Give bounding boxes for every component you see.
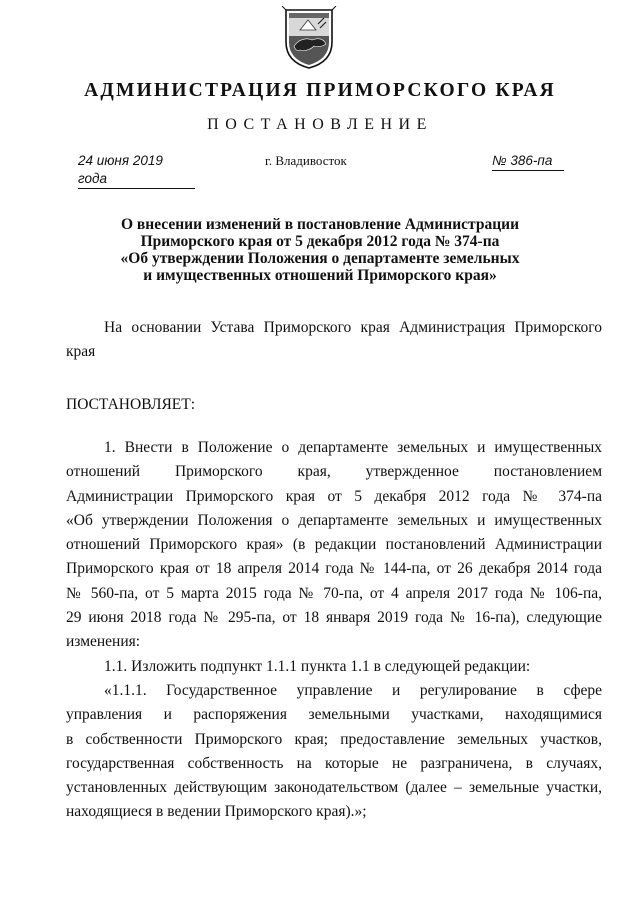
document-number: № 386-па	[492, 152, 564, 171]
title-line: «Об утверждении Положения о департаменте земельных	[120, 250, 520, 267]
quote-line: «1.1.1. Государственное управление и регулирование в сфере	[104, 681, 602, 699]
basis-paragraph	[66, 316, 602, 365]
item-1-line: № 560-па, от 5 марта 2015 года № 70-па, от 4 апреля 2017 года № 106-па,	[66, 584, 602, 602]
item-1-line: 1. Внести в Положение о департаменте земельных и имущественных	[104, 439, 602, 456]
item-1-line: Приморского края от 18 апреля 2014 года № 144-па, от 26 декабря 2014 года	[66, 560, 602, 578]
item-1-line: «Об утверждении Положения о департаменте земельных и имущественных	[66, 511, 602, 529]
resolves-text: ПОСТАНОВЛЯЕТ:	[66, 396, 196, 413]
item-1-line: отношений Приморского края» (в редакции постановлений Администрации	[66, 536, 602, 554]
quote-line: управления и распоряжения земельными участками, находящимися	[66, 706, 602, 724]
quote-line: в собственности Приморского края; предоставление земельных участков,	[66, 730, 602, 748]
title-line: О внесении изменений в постановление Администрации	[120, 216, 519, 233]
document-title	[0, 216, 640, 284]
title-line: и имущественных отношений Приморского края»	[143, 267, 497, 284]
item-1-paragraph	[66, 436, 602, 825]
basis-line: края	[66, 343, 96, 361]
item-1-line: изменения:	[66, 633, 141, 651]
document-date: 24 июня 2019 года	[78, 152, 195, 189]
item-1-line: 29 июня 2018 года № 295-па, от 18 января 2019 года № 16-па), следующие	[66, 609, 602, 627]
title-line: Приморского края от 5 декабря 2012 года № 374-па	[140, 233, 500, 250]
quote-line: находящиеся в ведении Приморского края).»;	[66, 803, 367, 821]
document-city: г. Владивосток	[265, 153, 347, 168]
basis-line: На основании Устава Приморского края Администрация Приморского	[104, 319, 602, 336]
document-type: ПОСТАНОВЛЕНИЕ	[207, 116, 433, 133]
item-1-1-line: 1.1. Изложить подпункт 1.1.1 пункта 1.1 в следующей редакции:	[104, 657, 531, 675]
item-1-line: Администрации Приморского края от 5 декабря 2012 года № 374-па	[66, 487, 602, 505]
item-1-line: отношений Приморского края, утвержденное постановлением	[66, 463, 602, 481]
quote-line: государственная собственность на которые не разграничена, в случаях,	[66, 754, 602, 772]
coat-of-arms-emblem	[280, 6, 338, 70]
organization-name: АДМИНИСТРАЦИЯ ПРИМОРСКОГО КРАЯ	[84, 80, 556, 101]
resolves-heading	[66, 393, 602, 417]
quote-line: установленных действующим законодательством (далее – земельные участки,	[66, 779, 602, 797]
